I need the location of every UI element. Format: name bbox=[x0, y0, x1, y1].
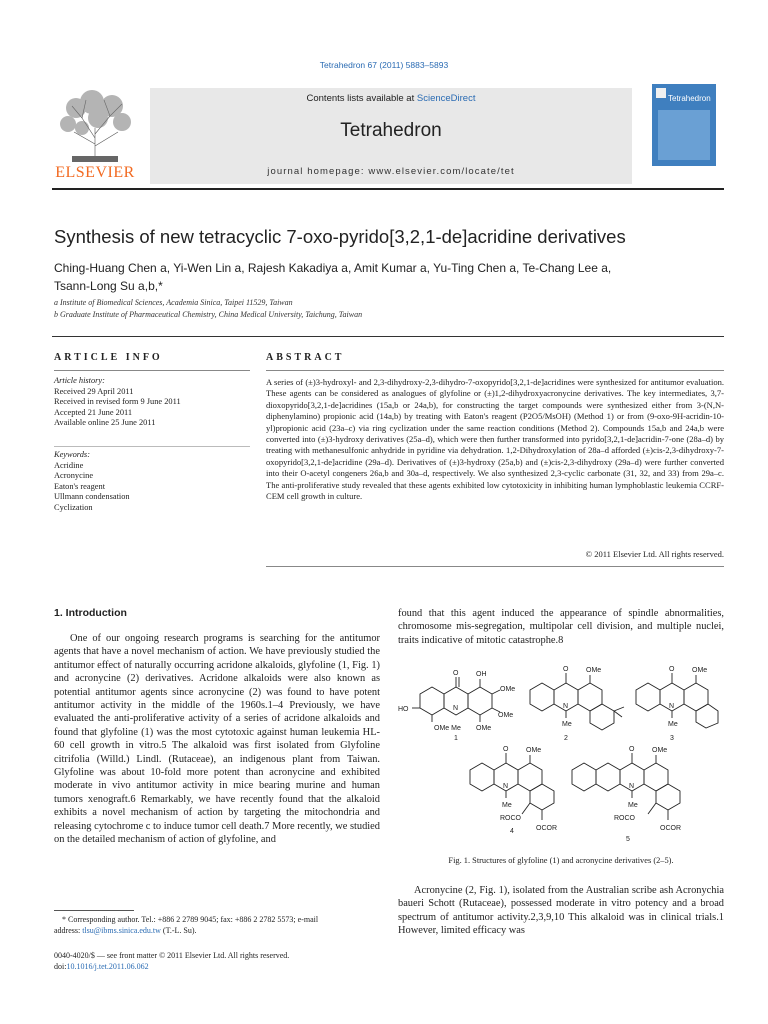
label-me: Me bbox=[668, 721, 678, 728]
cover-logo-icon bbox=[656, 88, 666, 98]
history-received: Received 29 April 2011 bbox=[54, 386, 134, 396]
article-info-heading: ARTICLE INFO bbox=[54, 352, 163, 363]
authors-line2: Tsann-Long Su a,b,* bbox=[54, 279, 163, 293]
email-prefix: address: bbox=[54, 926, 83, 935]
figure-1-caption: Fig. 1. Structures of glyfoline (1) and acronycine derivatives (2–5). bbox=[448, 856, 674, 865]
keyword-item: Cyclization bbox=[54, 502, 93, 512]
structure-4 bbox=[470, 753, 554, 820]
sciencedirect-link[interactable]: ScienceDirect bbox=[416, 93, 476, 104]
keywords-label: Keywords: bbox=[54, 450, 90, 459]
keywords bbox=[54, 450, 130, 514]
keyword-item: Ullmann condensation bbox=[54, 492, 130, 502]
journal-title: Tetrahedron bbox=[340, 120, 442, 141]
compound-label-4: 4 bbox=[510, 828, 514, 835]
introduction-paragraph: One of our ongoing research programs is searching for the antitumor agents that have a novel mechanism of action. We have previously studied the antitumor effect of naturally occurring acridone alkaloids, glyfoline (1, Fig. 1) and acronycine (2) derivatives. Acridone alkaloids were also known as potential antitumor agents since acronycine (2) was found to have potent antitumor activity in the middle of the 1960s.1–4 Previously, we have evaluated the anti-proliferative activity of a series of acridone alkaloids and found that glyfoline (1) was the most cytotoxic against human leukemia HL-60 cell growth in vitro.5 The alkaloid was first isolated from Glyfoline citrifolia (Willd.) Lindl. (Rutaceae), an indigenous plant from Taiwan. Glyfoline was about 10-fold more potent than acronycine and exhibited moderate in vivo antitumor activity in mice bearing murine and human tumors xenograft.6 Remarkably, we have recently found that the alkaloid exhibits a novel mechanism of action by targeting the mitochondria and releasing cytochrome c to induce tumor cell death.7 More recently, we studied on the detailed mechanism of action of glyfoline, and bbox=[54, 633, 380, 846]
email-suffix: (T.-L. Su). bbox=[160, 926, 197, 935]
label-n: N bbox=[563, 703, 569, 710]
email-link[interactable]: tlsu@ibms.sinica.edu.tw bbox=[82, 926, 161, 935]
contents-line bbox=[150, 93, 632, 104]
label-ome: OMe bbox=[692, 667, 708, 674]
cover-title: Tetrahedron bbox=[668, 94, 711, 103]
figure-1-structures bbox=[398, 660, 724, 854]
history-accepted: Accepted 21 June 2011 bbox=[54, 407, 133, 417]
issn-line: 0040-4020/$ — see front matter © 2011 Elsevier Ltd. All rights reserved. bbox=[54, 951, 290, 960]
label-roco: ROCO bbox=[614, 815, 635, 822]
doi-link[interactable]: 10.1016/j.tet.2011.06.062 bbox=[66, 962, 149, 971]
affiliation-rule bbox=[52, 336, 724, 337]
structure-2 bbox=[530, 673, 624, 730]
compound-label-5: 5 bbox=[626, 836, 630, 843]
doi-prefix: doi: bbox=[54, 962, 67, 971]
label-me: Me bbox=[562, 721, 572, 728]
label-ocor: OCOR bbox=[660, 825, 681, 832]
compound-label-1: 1 bbox=[454, 735, 458, 742]
label-carbonyl-o: O bbox=[503, 746, 509, 753]
journal-cover bbox=[652, 84, 716, 178]
authors-line1: Ching-Huang Chen a, Yi-Wen Lin a, Rajesh Kakadiya a, Amit Kumar a, Yu-Ting Chen a, Te-Chang Lee a, bbox=[54, 261, 612, 275]
label-roco: ROCO bbox=[500, 815, 521, 822]
history-online: Available online 25 June 2011 bbox=[54, 418, 156, 428]
label-carbonyl-o: O bbox=[453, 670, 459, 677]
label-ome: OMe bbox=[652, 747, 668, 754]
header-rule bbox=[52, 188, 724, 190]
structure-5 bbox=[572, 753, 680, 820]
elsevier-logo bbox=[52, 88, 138, 184]
footer-info bbox=[54, 950, 380, 972]
abstract-heading: ABSTRACT bbox=[266, 352, 345, 363]
compound-label-3: 3 bbox=[670, 735, 674, 742]
journal-header-box bbox=[150, 88, 632, 184]
history-label: Article history: bbox=[54, 376, 105, 385]
label-oh: OH bbox=[476, 671, 487, 678]
label-carbonyl-o: O bbox=[629, 746, 635, 753]
email-line bbox=[54, 925, 380, 936]
label-n: N bbox=[503, 783, 509, 790]
publisher-name: ELSEVIER bbox=[55, 164, 135, 181]
column2-top-paragraph: found that this agent induced the appearance of spindle abnormalities, chromosome mis-segregation, multipolar cell division, and multiple nuclei, traits indicative of mitotic catastrophe.8 bbox=[398, 608, 724, 646]
compound-label-2: 2 bbox=[564, 735, 568, 742]
affiliation-a: a Institute of Biomedical Sciences, Academia Sinica, Taipei 11529, Taiwan bbox=[54, 298, 293, 307]
label-me: Me bbox=[502, 802, 512, 809]
journal-citation[interactable]: Tetrahedron 67 (2011) 5883–5893 bbox=[319, 60, 449, 70]
label-n: N bbox=[629, 783, 635, 790]
label-ocor: OCOR bbox=[536, 825, 557, 832]
label-ome: OMe bbox=[500, 686, 516, 693]
label-ome: OMe bbox=[476, 725, 492, 732]
corresponding-footnote bbox=[54, 914, 380, 936]
keywords-rule bbox=[54, 446, 250, 447]
contents-prefix: Contents lists available at bbox=[306, 93, 417, 104]
label-ome: OMe bbox=[498, 712, 514, 719]
label-me: Me bbox=[628, 802, 638, 809]
abstract-rule bbox=[266, 370, 724, 371]
figure-1 bbox=[398, 660, 724, 854]
article-title: Synthesis of new tetracyclic 7-oxo-pyrido[3,2,1-de]acridine derivatives bbox=[54, 226, 626, 247]
structure-3 bbox=[636, 673, 718, 728]
abstract-bottom-rule bbox=[266, 566, 724, 567]
abstract-copyright: © 2011 Elsevier Ltd. All rights reserved. bbox=[585, 549, 724, 559]
column2-bottom-paragraph: Acronycine (2, Fig. 1), isolated from the Australian scribe ash Acronychia baueri Schott (Rutaceae), possessed moderate in vitro potency and a broad spectrum of antitumor activity.2,3,9,10 This alkaloid was in clinical trials.1 However, limited efficacy was bbox=[398, 885, 724, 937]
keyword-item: Eaton's reagent bbox=[54, 481, 106, 491]
label-ome: OMe bbox=[526, 747, 542, 754]
journal-homepage[interactable]: journal homepage: www.elsevier.com/locate/tet bbox=[267, 166, 515, 177]
introduction-heading: 1. Introduction bbox=[54, 607, 127, 619]
label-ho: HO bbox=[398, 706, 409, 713]
article-info-rule bbox=[54, 370, 250, 371]
label-n: N bbox=[453, 705, 459, 712]
history-revised: Received in revised form 9 June 2011 bbox=[54, 397, 181, 407]
cover-footer bbox=[652, 166, 716, 178]
structure-1 bbox=[412, 677, 500, 722]
article-history bbox=[54, 376, 181, 429]
abstract-text: A series of (±)3-hydroxyl- and 2,3-dihydroxy-2,3-dihydro-7-oxopyrido[3,2,1-de]acridines were synthesized for antitumor evaluation. These agents can be considered as analogues of glyfoline or (±)1,2-dihydroxyacronycine derivatives. The key intermediates, 3,7-dioxopyrido[3,2,1-de]acridines (15a,b or 24a,b), for constructing the target compounds were synthesized either from 3-(N,N-diphenylamino) propionic acid (14a,b) by treating with Eaton's reagent (P2O5/MsOH) (Method 1) or from (9-oxo-9H-acridin-10-yl)propionic acid (23a–c) via ring cyclization under the same reaction conditions (Method 2). Compounds 15a,b and 24a,b were converted into (±)3-hydroxy derivatives (25a–d), which were then further transformed into pyrido[3,2,1-de]acridin-7-one (28a–d) by treating with methanesulfonic anhydride in pyridine via dehydration. 1,2-Dihydroxylation of 28a–d afforded (±)cis-2,3-dihydroxy-7-oxopyrido[3,2,1-de]acridine (29a–d). Derivatives of (±)3-hydroxy (25a,b) and (±)cis-2,3-dihydroxy (29a–d) were further converted into their O-acetyl congeners 26a,b and 30a–d, respectively. We also synthesized 2,3-cyclic carbonate (31, 32, and 33) from 29a–c. The anti-proliferative study revealed that these agents exhibited low cytotoxicity in inhibiting human lymphoblastic leukemia CCRF-CEM cell growth in culture. bbox=[266, 377, 724, 502]
doi-line bbox=[54, 961, 380, 972]
tree-icon bbox=[52, 88, 138, 164]
label-ome: OMe bbox=[586, 667, 602, 674]
keyword-item: Acridine bbox=[54, 460, 84, 470]
corresponding-line: * Corresponding author. Tel.: +886 2 2789 9045; fax: +886 2 2782 5573; e-mail bbox=[62, 915, 319, 924]
footnote-rule bbox=[54, 910, 134, 911]
affiliation-b: b Graduate Institute of Pharmaceutical Chemistry, China Medical University, Taichung, Taiwan bbox=[54, 310, 363, 319]
label-n: N bbox=[669, 703, 675, 710]
cover-graphic bbox=[658, 110, 710, 160]
keyword-item: Acronycine bbox=[54, 471, 94, 481]
label-carbonyl-o: O bbox=[563, 666, 569, 673]
label-carbonyl-o: O bbox=[669, 666, 675, 673]
label-ome-me: OMe Me bbox=[434, 725, 461, 732]
